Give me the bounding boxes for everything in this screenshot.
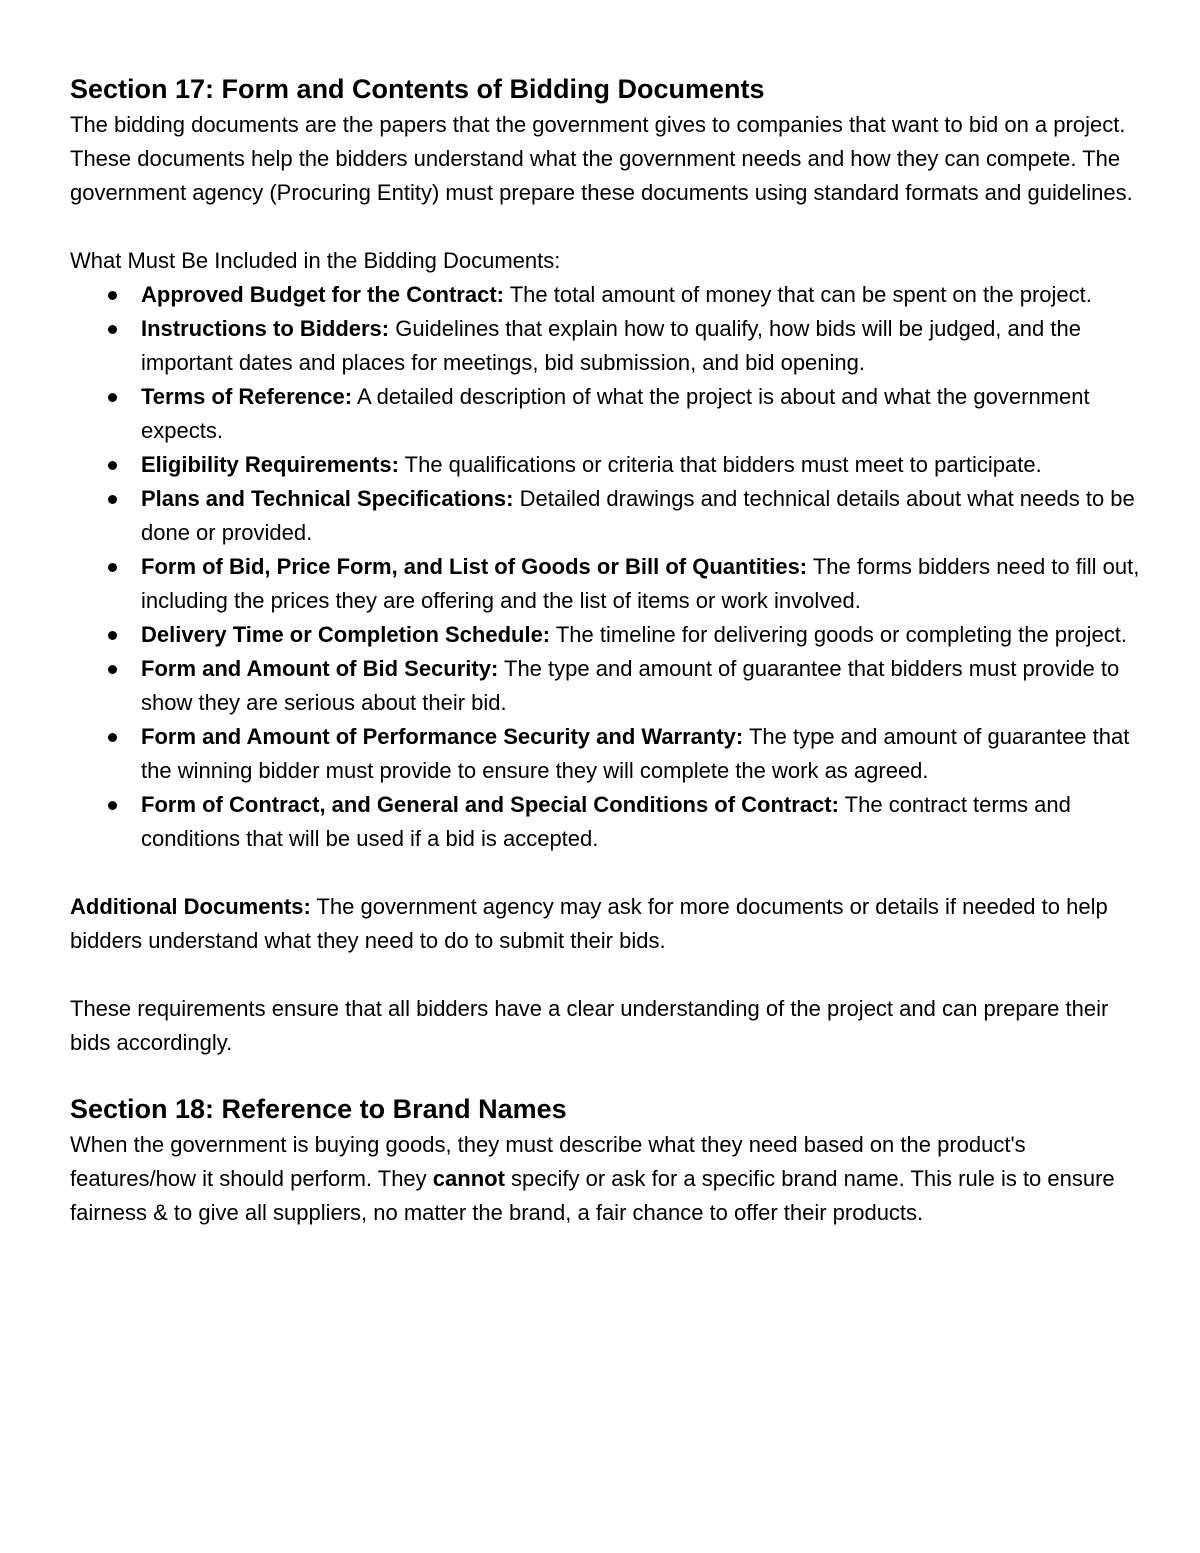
bullet-icon <box>108 631 117 640</box>
item-term: Eligibility Requirements: <box>141 452 399 477</box>
spacer <box>70 210 1140 244</box>
item-term: Form of Contract, and General and Special Conditions of Contract: <box>141 792 839 817</box>
section-17-intro: The bidding documents are the papers that the government gives to companies that want to bid on a project. These documents help the bidders understand what the government needs and how they can compete. The government agency (Procuring Entity) must prepare these documents using standard formats and guidelines. <box>70 112 1133 205</box>
list-item <box>70 278 1140 312</box>
item-description: The qualifications or criteria that bidders must meet to participate. <box>398 452 1042 477</box>
list-item <box>70 380 1140 448</box>
additional-term: Additional Documents: <box>70 894 311 919</box>
section-18-text <box>70 1128 1140 1230</box>
item-term: Instructions to Bidders: <box>141 316 390 341</box>
list-item <box>70 720 1140 788</box>
list-item <box>70 618 1140 652</box>
section-18-text-after: specify or ask for a specific brand name. This rule is to ensure fairness & to give all suppliers, no matter the brand, a fair chance to offer their products. <box>70 1166 1115 1225</box>
spacer <box>70 958 1140 992</box>
item-term: Form and Amount of Bid Security: <box>141 656 499 681</box>
list-item <box>70 482 1140 550</box>
bullet-icon <box>108 325 117 334</box>
section-18-emphasis: cannot <box>432 1166 505 1191</box>
bullet-icon <box>108 291 117 300</box>
item-term: Plans and Technical Specifications: <box>141 486 514 511</box>
item-description: The type and amount of guarantee that the winning bidder must provide to ensure they will complete the work as agreed. <box>141 724 1130 783</box>
section-17-heading: Section 17: Form and Contents of Bidding Documents <box>70 74 765 104</box>
item-description: A detailed description of what the project is about and what the government expects. <box>141 384 1090 443</box>
item-term: Delivery Time or Completion Schedule: <box>141 622 551 647</box>
item-description: The contract terms and conditions that will be used if a bid is accepted. <box>141 792 1071 851</box>
bullet-icon <box>108 393 117 402</box>
additional-description: The government agency may ask for more documents or details if needed to help bidders understand what they need to do to submit their bids. <box>70 894 1108 953</box>
list-item <box>70 312 1140 380</box>
list-item <box>70 448 1140 482</box>
item-description: Guidelines that explain how to qualify, how bids will be judged, and the important dates and places for meetings, bid submission, and bid opening. <box>141 316 1081 375</box>
closing-paragraph: These requirements ensure that all bidders have a clear understanding of the project and can prepare their bids accordingly. <box>70 996 1109 1055</box>
list-intro: What Must Be Included in the Bidding Documents: <box>70 248 561 273</box>
bullet-icon <box>108 801 117 810</box>
item-description: Detailed drawings and technical details about what needs to be done or provided. <box>141 486 1135 545</box>
document-page <box>70 70 1140 1230</box>
requirements-list <box>70 278 1140 856</box>
item-description: The total amount of money that can be spent on the project. <box>504 282 1092 307</box>
section-18-heading: Section 18: Reference to Brand Names <box>70 1094 567 1124</box>
list-item <box>70 788 1140 856</box>
item-term: Approved Budget for the Contract: <box>141 282 504 307</box>
bullet-icon <box>108 665 117 674</box>
item-term: Form of Bid, Price Form, and List of Goods or Bill of Quantities: <box>141 554 808 579</box>
spacer <box>70 1060 1140 1090</box>
list-item <box>70 550 1140 618</box>
list-item <box>70 652 1140 720</box>
item-description: The type and amount of guarantee that bidders must provide to show they are serious about their bid. <box>141 656 1120 715</box>
bullet-icon <box>108 495 117 504</box>
bullet-icon <box>108 733 117 742</box>
item-description: The forms bidders need to fill out, including the prices they are offering and the list of items or work involved. <box>141 554 1140 613</box>
item-description: The timeline for delivering goods or completing the project. <box>550 622 1127 647</box>
spacer <box>70 856 1140 890</box>
bullet-icon <box>108 461 117 470</box>
section-18-text-before: When the government is buying goods, they must describe what they need based on the product's features/how it should perform. They <box>70 1132 1026 1191</box>
item-term: Form and Amount of Performance Security and Warranty: <box>141 724 744 749</box>
bullet-icon <box>108 563 117 572</box>
additional-documents-paragraph <box>70 890 1140 958</box>
item-term: Terms of Reference: <box>141 384 353 409</box>
